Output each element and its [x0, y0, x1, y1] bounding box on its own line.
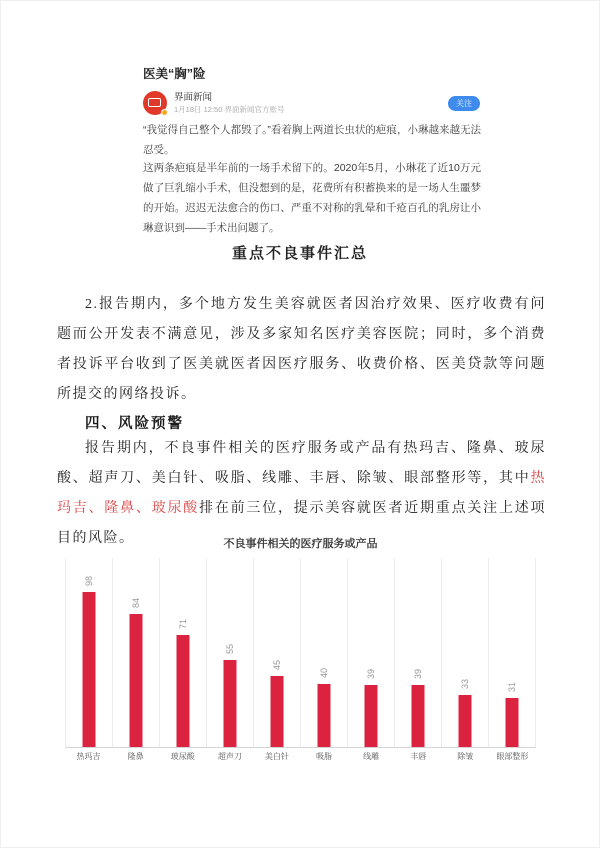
- risk-text: 报告期内，不良事件相关的医疗服务或产品有热玛吉、隆鼻、玻尿酸、超声刀、美白针、吸脂、线雕、丰唇、除皱、眼部整形等，其中: [57, 441, 546, 486]
- bar-chart-plot-area: [65, 558, 536, 748]
- article-title: 医美“胸”险: [143, 67, 206, 81]
- bar: [130, 614, 143, 747]
- chart-column: [395, 558, 442, 747]
- bar: [177, 635, 190, 747]
- bar: [83, 592, 96, 747]
- x-axis-label: 玻尿酸: [170, 752, 195, 761]
- source-info: [174, 93, 448, 113]
- bar-value-label: 40: [319, 667, 329, 678]
- bar: [318, 684, 331, 747]
- chart-column: [442, 558, 489, 747]
- chart-title: 不良事件相关的医疗服务或产品: [223, 538, 378, 550]
- bar: [224, 660, 237, 747]
- source-card: [143, 90, 480, 116]
- x-axis-label: 超声刀: [217, 752, 242, 761]
- x-axis-label: 隆鼻: [127, 752, 144, 761]
- x-axis-label: 吸脂: [316, 752, 333, 761]
- chart-column: [207, 558, 254, 747]
- bar-value-label: 55: [225, 643, 235, 654]
- bar: [271, 676, 284, 747]
- chart-column: [113, 558, 160, 747]
- bar-value-label: 33: [460, 678, 470, 689]
- risk-text: 排在前三位，提示美容就医者近期重点关注上述项目的风险。: [57, 501, 547, 546]
- risk-highlight-red: 热玛吉、隆鼻、玻尿酸: [57, 471, 546, 516]
- x-axis-label: 热玛吉: [76, 752, 101, 761]
- source-meta: 1月18日 12:50 界面新闻官方账号: [174, 104, 285, 114]
- follow-button[interactable]: 关注: [448, 96, 480, 111]
- bar-value-label: 98: [84, 575, 94, 586]
- x-axis-label: 线雕: [363, 752, 380, 761]
- x-axis-label: 美白针: [264, 752, 289, 761]
- bar: [506, 698, 519, 747]
- chart-column: [66, 558, 113, 747]
- chart-column: [160, 558, 207, 747]
- x-axis-label: 丰唇: [410, 752, 427, 761]
- bar: [412, 685, 425, 747]
- article-paragraph-2: 这两条疤痕是半年前的一场手术留下的。2020年5月，小琳花了近10万元做了巨乳缩小手术，但没想到的是，花费所有积蓄换来的是一场人生噩梦的开始。迟迟无法愈合的伤口、严重不对称的乳晕和千疮百孔的乳房让小琳意识到——手术出问题了。: [143, 162, 481, 234]
- article-paragraph-1: “我觉得自己整个人都毁了。”看着胸上两道长虫状的疤痕，小琳越来越无法忍受。: [143, 124, 481, 156]
- x-axis-labels: [65, 751, 536, 762]
- report-paragraph: 2.报告期内，多个地方发生美容就医者因治疗效果、医疗收费有问题而公开发表不满意见，涉及多家知名医疗美容医院；同时，多个消费者投诉平台收到了医美就医者因医疗服务、收费价格、医美贷款等问题所提交的网络投诉。: [57, 297, 546, 402]
- x-axis-label: 眼部整形: [496, 752, 529, 761]
- chart-column: [301, 558, 348, 747]
- bar: [365, 685, 378, 747]
- tv-glyph-icon: [148, 98, 161, 107]
- risk-section-heading: 四、风险预警: [85, 416, 184, 432]
- summary-heading: 重点不良事件汇总: [231, 246, 368, 262]
- source-name[interactable]: 界面新闻: [174, 92, 213, 103]
- bar-value-label: 84: [131, 597, 141, 609]
- chart-column: [489, 558, 536, 747]
- chart-column: [254, 558, 301, 747]
- bar-value-label: 71: [178, 618, 188, 629]
- bar: [459, 695, 472, 747]
- bar-value-label: 39: [413, 669, 423, 680]
- chart-column: [348, 558, 395, 747]
- jiemian-news-logo-icon[interactable]: [143, 91, 167, 115]
- bar-value-label: 45: [272, 659, 282, 670]
- x-axis-label: 除皱: [457, 752, 474, 761]
- bar-value-label: 39: [366, 669, 376, 680]
- verified-badge-icon: [161, 109, 168, 116]
- bar-value-label: 31: [507, 681, 517, 692]
